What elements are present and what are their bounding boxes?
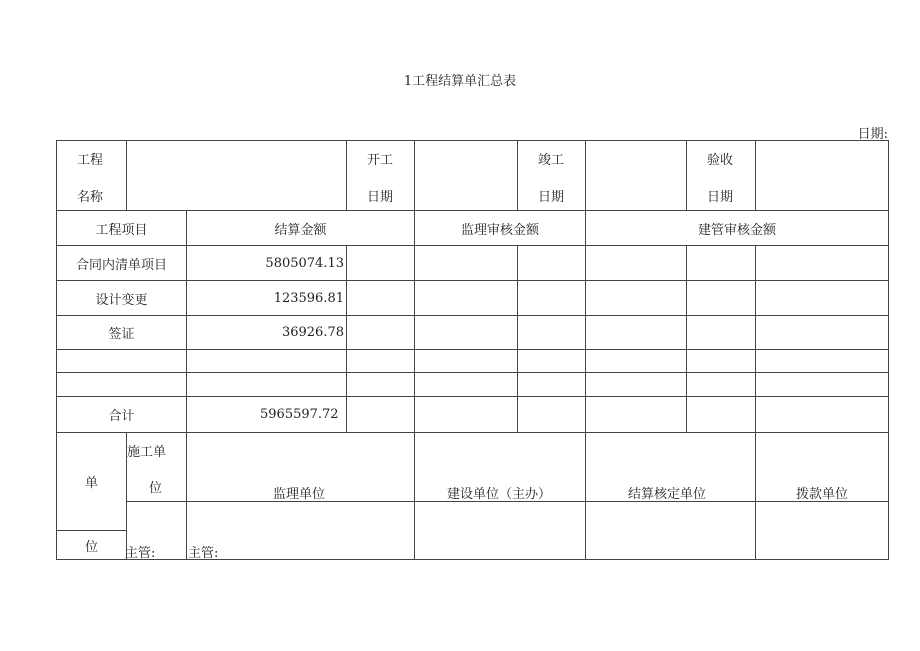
row-empty-cell[interactable] (346, 280, 415, 316)
row-empty-cell[interactable] (686, 245, 756, 281)
row-empty-cell[interactable] (517, 349, 586, 373)
row-empty-cell[interactable] (517, 245, 586, 281)
completion-date-line2: 日期 (538, 190, 565, 205)
units-side-bottom: 位 (56, 530, 127, 560)
row-amount (186, 372, 347, 397)
acceptance-date-line2: 日期 (707, 190, 734, 205)
completion-date-line1: 竣工 (538, 153, 565, 168)
row-empty-cell[interactable] (414, 280, 518, 316)
project-name-label-cell (56, 140, 127, 211)
row-empty-cell[interactable] (755, 245, 889, 281)
row-empty-cell[interactable] (585, 349, 687, 373)
row-empty-cell[interactable] (414, 315, 518, 350)
row-empty-cell[interactable] (414, 349, 518, 373)
row-empty-cell[interactable] (755, 372, 889, 397)
start-date-label-cell (346, 140, 415, 211)
total-amount-value: 5965597.72 (260, 407, 339, 422)
row-amount: 36926.78 (186, 315, 347, 350)
row-empty-cell[interactable] (585, 396, 687, 433)
row-empty-cell[interactable] (686, 372, 756, 397)
payment-unit-label: 拨款单位 (796, 487, 849, 502)
settlement-check-unit-label: 结算核定单位 (628, 487, 707, 502)
construction-unit-label: 建设单位（主办） (447, 487, 552, 502)
row-empty-cell[interactable] (686, 396, 756, 433)
supervision-unit-label: 监理单位 (273, 487, 326, 502)
total-amount (186, 396, 347, 433)
row-empty-cell[interactable] (517, 280, 586, 316)
row-empty-cell[interactable] (346, 245, 415, 281)
supervision-audit-column-header: 监理审核金额 (414, 210, 586, 246)
row-empty-cell[interactable] (517, 372, 586, 397)
acceptance-date-line1: 验收 (707, 153, 734, 168)
construction-signature-cell[interactable] (414, 501, 586, 560)
payment-signature-cell[interactable] (755, 501, 889, 560)
row-label: 合同内清单项目 (56, 245, 187, 281)
supervision-unit-cell (186, 432, 415, 502)
document-title: 1工程结算单汇总表 (403, 74, 517, 89)
row-empty-cell[interactable] (585, 372, 687, 397)
row-empty-cell[interactable] (686, 315, 756, 350)
acceptance-date-label-cell (686, 140, 756, 211)
row-empty-cell[interactable] (346, 372, 415, 397)
row-label (56, 349, 187, 373)
row-empty-cell[interactable] (585, 280, 687, 316)
project-name-value-cell[interactable] (126, 140, 347, 211)
row-empty-cell[interactable] (346, 315, 415, 350)
contractor-unit-cell (126, 432, 187, 502)
project-name-line1: 工程 (77, 153, 104, 168)
settlement-check-unit-cell (585, 432, 756, 502)
payment-unit-cell (755, 432, 889, 502)
row-amount (186, 349, 347, 373)
row-amount: 123596.81 (186, 280, 347, 316)
completion-date-label-cell (517, 140, 586, 211)
date-label: 日期: (857, 127, 888, 142)
row-empty-cell[interactable] (755, 280, 889, 316)
supervisor-label: 主管: (188, 546, 219, 561)
construction-unit-cell (414, 432, 586, 502)
contractor-signature-cell[interactable] (126, 501, 187, 560)
supervision-signature-cell[interactable] (186, 501, 415, 560)
row-empty-cell[interactable] (414, 396, 518, 433)
project-name-line2: 名称 (77, 190, 104, 205)
row-empty-cell[interactable] (517, 396, 586, 433)
contractor-unit-line2: 位 (149, 481, 163, 496)
row-empty-cell[interactable] (346, 349, 415, 373)
start-date-line1: 开工 (367, 153, 394, 168)
row-empty-cell[interactable] (346, 396, 415, 433)
total-label: 合计 (56, 396, 187, 433)
contractor-unit-line1: 施工单 (127, 445, 167, 460)
item-column-header: 工程项目 (56, 210, 187, 246)
row-label: 签证 (56, 315, 187, 350)
row-empty-cell[interactable] (686, 349, 756, 373)
row-empty-cell[interactable] (585, 315, 687, 350)
row-empty-cell[interactable] (755, 396, 889, 433)
row-label: 设计变更 (56, 280, 187, 316)
start-date-line2: 日期 (367, 190, 394, 205)
row-empty-cell[interactable] (686, 280, 756, 316)
acceptance-date-value-cell[interactable] (755, 140, 889, 211)
row-label (56, 372, 187, 397)
completion-date-value-cell[interactable] (585, 140, 687, 211)
start-date-value-cell[interactable] (414, 140, 518, 211)
row-empty-cell[interactable] (517, 315, 586, 350)
construction-audit-column-header: 建管审核金额 (585, 210, 889, 246)
settlement-check-signature-cell[interactable] (585, 501, 756, 560)
row-empty-cell[interactable] (755, 315, 889, 350)
row-amount: 5805074.13 (186, 245, 347, 281)
units-side-top: 单 (56, 432, 127, 531)
settlement-amount-column-header: 结算金额 (186, 210, 415, 246)
row-empty-cell[interactable] (585, 245, 687, 281)
row-empty-cell[interactable] (414, 245, 518, 281)
row-empty-cell[interactable] (414, 372, 518, 397)
supervisor-label: 主管: (125, 546, 156, 561)
row-empty-cell[interactable] (755, 349, 889, 373)
